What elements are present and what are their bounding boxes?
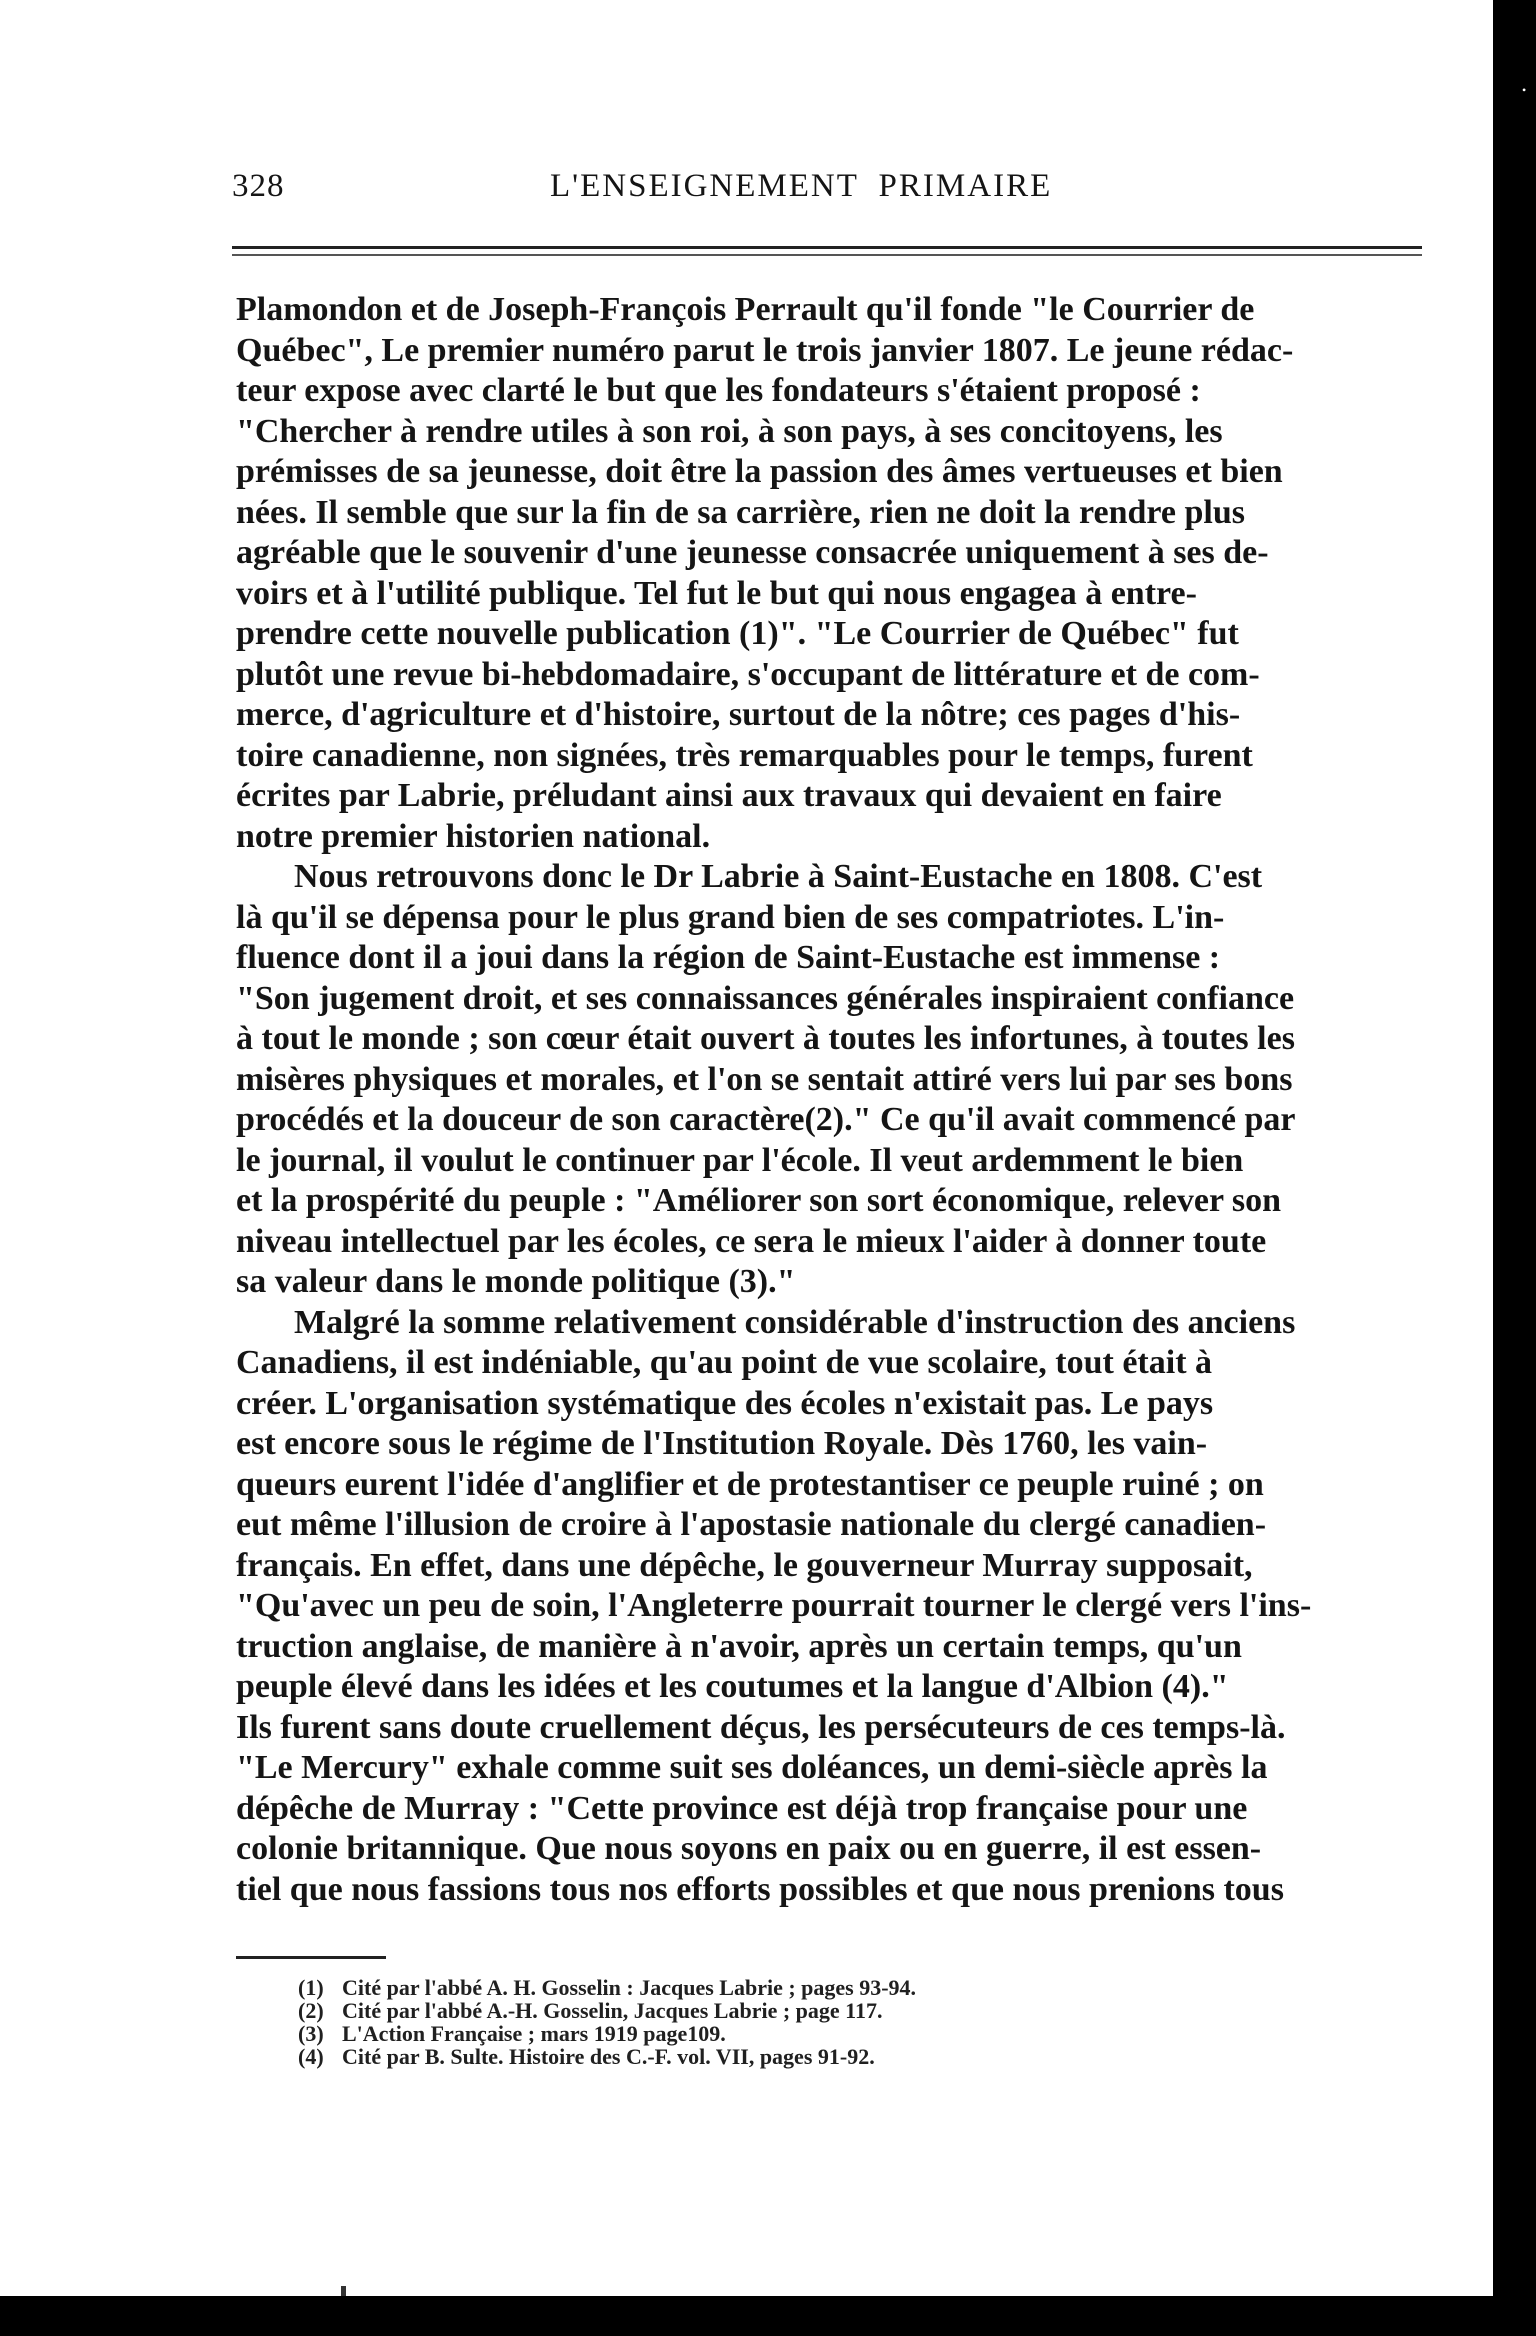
body-text	[236, 290, 1421, 1910]
page-header	[232, 168, 1422, 212]
body-line: à tout le monde ; son cœur était ouvert à toutes les infortunes, à toutes les	[236, 1020, 1295, 1057]
footnote-text: Cité par B. Sulte. Histoire des C.-F. vol. VII, pages 91-92.	[342, 2044, 875, 2069]
body-line: agréable que le souvenir d'une jeunesse consacrée uniquement à ses de-	[236, 534, 1269, 571]
body-line: et la prospérité du peuple : "Améliorer son sort économique, relever son	[236, 1182, 1282, 1219]
footnotes	[298, 1976, 1198, 2068]
footnote-number: (3)	[298, 2021, 324, 2046]
body-line: queurs eurent l'idée d'anglifier et de protestantiser ce peuple ruiné ; on	[236, 1465, 1264, 1503]
footnote-number: (4)	[298, 2044, 324, 2069]
body-line: nées. Il semble que sur la fin de sa carrière, rien ne doit la rendre plus	[236, 493, 1245, 531]
body-line: truction anglaise, de manière à n'avoir, après un certain temps, qu'un	[236, 1627, 1242, 1665]
body-line: "Chercher à rendre utiles à son roi, à son pays, à ses concitoyens, les	[236, 412, 1223, 450]
body-line: Plamondon et de Joseph-François Perrault qu'il fonde "le Courrier de	[236, 291, 1255, 328]
body-line: Canadiens, il est indéniable, qu'au point de vue scolaire, tout était à	[236, 1344, 1213, 1381]
body-line: niveau intellectuel par les écoles, ce sera le mieux l'aider à donner toute	[236, 1222, 1267, 1260]
footnote-text: L'Action Française ; mars 1919 page109.	[342, 2021, 726, 2046]
footnote-divider	[236, 1956, 386, 1959]
body-line: eut même l'illusion de croire à l'apostasie nationale du clergé canadien-	[236, 1506, 1267, 1543]
body-line: écrites par Labrie, préludant ainsi aux travaux qui devaient en faire	[236, 777, 1222, 814]
footnote-text: Cité par l'abbé A.-H. Gosselin, Jacques Labrie ; page 117.	[342, 1998, 883, 2023]
body-line: prémisses de sa jeunesse, doit être la passion des âmes vertueuses et bien	[236, 453, 1283, 490]
footnote-3	[298, 2022, 1198, 2045]
body-line: Ils furent sans doute cruellement déçus, les persécuteurs de ces temps-là.	[236, 1708, 1286, 1746]
footnote-number: (2)	[298, 1998, 324, 2023]
body-line: procédés et la douceur de son caractère(2)." Ce qu'il avait commencé par	[236, 1101, 1296, 1138]
footnote-text: Cité par l'abbé A. H. Gosselin : Jacques Labrie ; pages 93-94.	[342, 1975, 917, 2000]
body-line: tiel que nous fassions tous nos efforts possibles et que nous prenions tous	[236, 1870, 1284, 1908]
body-line: est encore sous le régime de l'Institution Royale. Dès 1760, les vain-	[236, 1425, 1208, 1462]
body-line: français. En effet, dans une dépêche, le gouverneur Murray supposait,	[236, 1546, 1253, 1584]
body-line-paragraph-start: Malgré la somme relativement considérable d'instruction des anciens	[294, 1303, 1296, 1341]
body-line: voirs et à l'utilité publique. Tel fut le but qui nous engagea à entre-	[236, 574, 1197, 612]
body-line: Québec", Le premier numéro parut le trois janvier 1807. Le jeune rédac-	[236, 331, 1294, 369]
body-line: sa valeur dans le monde politique (3)."	[236, 1263, 796, 1300]
body-line: dépêche de Murray : "Cette province est déjà trop française pour une	[236, 1789, 1248, 1827]
body-line: plutôt une revue bi-hebdomadaire, s'occupant de littérature et de com-	[236, 655, 1260, 693]
body-line: toire canadienne, non signées, très remarquables pour le temps, furent	[236, 736, 1253, 774]
body-line: "Son jugement droit, et ses connaissances générales inspiraient confiance	[236, 979, 1295, 1017]
footnote-2	[298, 1999, 1198, 2022]
body-line: là qu'il se dépensa pour le plus grand bien de ses compatriotes. L'in-	[236, 898, 1225, 936]
body-line: le journal, il voulut le continuer par l'école. Il veut ardemment le bien	[236, 1141, 1244, 1179]
body-line: "Qu'avec un peu de soin, l'Angleterre pourrait tourner le clergé vers l'ins-	[236, 1587, 1312, 1624]
body-line: "Le Mercury" exhale comme suit ses doléances, un demi-siècle après la	[236, 1749, 1268, 1786]
body-line-paragraph-start: Nous retrouvons donc le Dr Labrie à Saint-Eustache en 1808. C'est	[294, 858, 1263, 895]
scan-edge-right	[1493, 0, 1536, 2336]
body-line: notre premier historien national.	[236, 817, 711, 855]
header-divider	[232, 246, 1422, 256]
body-line: peuple élevé dans les idées et les coutumes et la langue d'Albion (4)."	[236, 1668, 1229, 1705]
body-line: prendre cette nouvelle publication (1)". "Le Courrier de Québec" fut	[236, 615, 1239, 652]
running-title: L'ENSEIGNEMENT PRIMAIRE	[550, 168, 1053, 204]
footnote-number: (1)	[298, 1975, 324, 2000]
body-line: créer. L'organisation systématique des écoles n'existait pas. Le pays	[236, 1384, 1214, 1422]
footnote-1	[298, 1976, 1198, 1999]
body-line: teur expose avec clarté le but que les fondateurs s'étaient proposé :	[236, 372, 1201, 409]
scan-corner-mark: •	[1522, 83, 1527, 97]
body-line: merce, d'agriculture et d'histoire, surtout de la nôtre; ces pages d'his-	[236, 696, 1241, 733]
footnote-4	[298, 2045, 1198, 2068]
page-number: 328	[232, 168, 285, 204]
body-line: colonie britannique. Que nous soyons en paix ou en guerre, il est essen-	[236, 1830, 1262, 1867]
body-line: fluence dont il a joui dans la région de Saint-Eustache est immense :	[236, 939, 1221, 976]
body-line: misères physiques et morales, et l'on se sentait attiré vers lui par ses bons	[236, 1060, 1293, 1098]
scan-edge-bottom	[0, 2296, 1536, 2336]
